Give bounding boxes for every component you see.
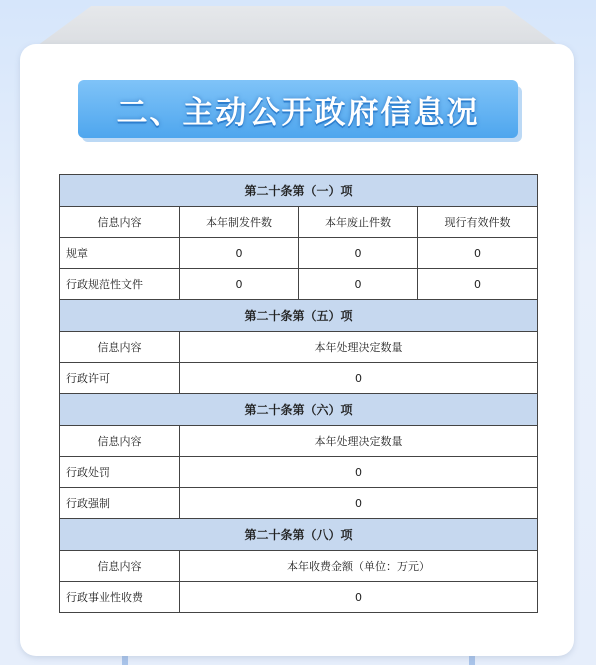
section-title: 第二十条第（八）项 — [60, 519, 538, 551]
cell-value: 0 — [418, 238, 538, 269]
col-header: 本年废止件数 — [299, 207, 418, 238]
cell-value: 0 — [180, 582, 538, 613]
section-title: 第二十条第（五）项 — [60, 300, 538, 332]
cell-value: 0 — [180, 269, 299, 300]
col-header: 信息内容 — [60, 332, 180, 363]
cell-value: 0 — [418, 269, 538, 300]
section-banner — [78, 80, 518, 138]
cell-value: 0 — [299, 269, 418, 300]
section-header — [60, 519, 538, 551]
table-row — [60, 457, 538, 488]
row-label: 行政强制 — [60, 488, 180, 519]
column-header-row — [60, 551, 538, 582]
col-header: 信息内容 — [60, 426, 180, 457]
col-header: 信息内容 — [60, 207, 180, 238]
col-header: 信息内容 — [60, 551, 180, 582]
col-header: 本年处理决定数量 — [180, 426, 538, 457]
table-row — [60, 269, 538, 300]
cell-value: 0 — [299, 238, 418, 269]
column-header-row — [60, 426, 538, 457]
section-header — [60, 394, 538, 426]
banner-title: 二、主动公开政府信息况 — [116, 94, 480, 131]
column-header-row — [60, 332, 538, 363]
cell-value: 0 — [180, 488, 538, 519]
row-label: 行政许可 — [60, 363, 180, 394]
cell-value: 0 — [180, 238, 299, 269]
section-header — [60, 300, 538, 332]
row-label: 规章 — [60, 238, 180, 269]
table-row — [60, 363, 538, 394]
section-title: 第二十条第（一）项 — [60, 175, 538, 207]
cell-value: 0 — [180, 457, 538, 488]
section-header — [60, 175, 538, 207]
disclosure-table — [59, 174, 538, 613]
table-row — [60, 582, 538, 613]
table-row — [60, 488, 538, 519]
col-header: 现行有效件数 — [418, 207, 538, 238]
col-header: 本年收费金额（单位：万元） — [180, 551, 538, 582]
row-label: 行政事业性收费 — [60, 582, 180, 613]
column-header-row — [60, 207, 538, 238]
cell-value: 0 — [180, 363, 538, 394]
section-title: 第二十条第（六）项 — [60, 394, 538, 426]
col-header: 本年制发件数 — [180, 207, 299, 238]
table-row — [60, 238, 538, 269]
col-header: 本年处理决定数量 — [180, 332, 538, 363]
row-label: 行政处罚 — [60, 457, 180, 488]
row-label: 行政规范性文件 — [60, 269, 180, 300]
